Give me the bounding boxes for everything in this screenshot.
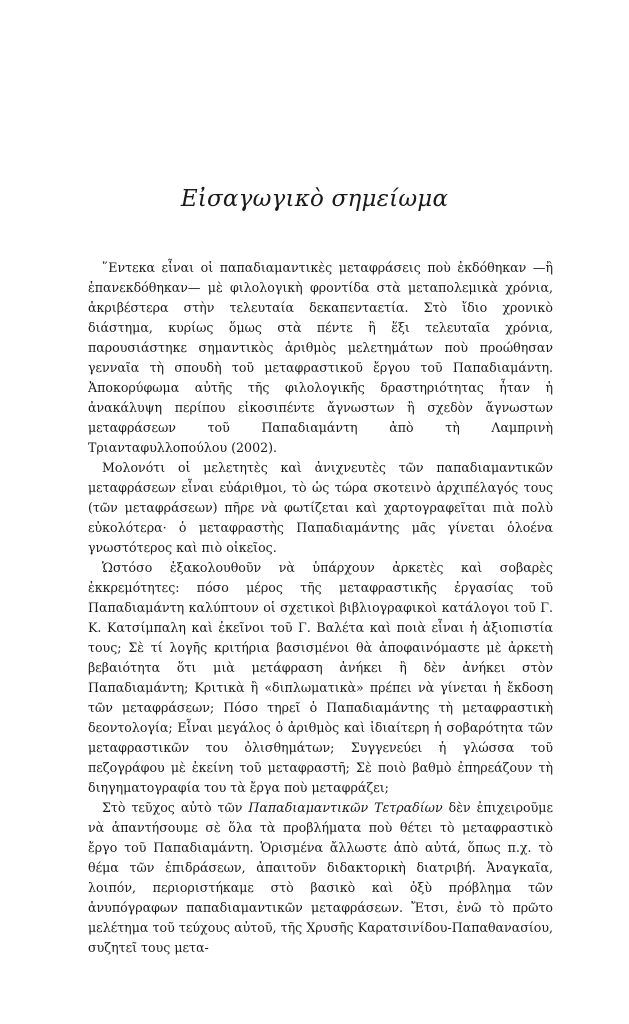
paragraph-4-start: Στὸ τεῦχος αὐτὸ τῶν <box>102 800 249 815</box>
paragraph-2: Μολονότι οἱ μελετητὲς καὶ ἀνιχνευτὲς τῶν παπαδιαμαντικῶν μεταφράσεων εἶναι εὐάριθμοι, τὸ ὡς τώρα σκοτεινὸ ἀρχιπέλαγός τους (τῶν μεταφράσεων) πῆρε νὰ φωτίζεται καὶ χαρτογραφεῖται πιὰ πολὺ εὐκολότερα· ὁ μεταφραστὴς Παπαδιαμάντης μᾶς γίνεται ὁλοένα γνωστότερος καὶ πιὸ οἰκεῖος. <box>88 460 553 555</box>
page-title: Εἰσαγωγικὸ σημείωμα <box>180 186 449 212</box>
paragraph-4-rest: δὲν ἐπιχειροῦμε νὰ ἀπαντήσουμε σὲ ὅλα τὰ προβλήματα ποὺ θέτει τὸ μεταφραστικὸ ἔργο τοῦ Παπαδιαμάντη. Ὁρισμένα ἄλλωστε ἀπὸ αὐτά, ὅπως π.χ. τὸ θέμα τῶν ἐπιδράσεων, ἀπαιτοῦν διδακτορικὴ διατριβή. Ἀναγκαῖα, λοιπόν, περιοριστήκαμε στὸ βασικὸ καὶ ὀξὺ πρόβλημα τῶν ἀνυπόγραφων παπαδιαμαντικῶν μεταφράσεων. Ἔτσι, ἐνῶ τὸ πρῶτο μελέτημα τοῦ τεύχους αὐτοῦ, τῆς Χρυσῆς Καρατσινίδου-Παπαθανασίου, συζητεῖ τους μετα- <box>88 800 554 955</box>
paragraph-1: ῞Εντεκα εἶναι οἱ παπαδιαμαντικὲς μεταφράσεις ποὺ ἐκδόθηκαν —ἢ ἐπανεκδόθηκαν— μὲ φιλολογικὴ φροντίδα στὰ μεταπολεμικὰ χρόνια, ἀκριβέστερα στὴν τελευταία δεκαπενταετία. Στὸ ἴδιο χρονικὸ διάστημα, κυρίως ὅμως στὰ πέντε ἢ ἕξι τελευταῖα χρόνια, παρουσιάστηκε σημαντικὸς ἀριθμὸς μελετημάτων ποὺ προώθησαν γενναῖα τὴ σπουδὴ τοῦ μεταφραστικοῦ ἔργου τοῦ Παπαδιαμάντη. Ἀποκορύφωμα αὐτῆς τῆς φιλολογικῆς δραστηριότητας ἦταν ἡ ἀνακάλυψη περίπου εἰκοσιπέντε ἄγνωστων ἢ σχεδὸν ἄγνωστων μεταφράσεων τοῦ Παπαδιαμάντη ἀπὸ τὴ Λαμπρινὴ Τριανταφυλλοπούλου (2002). <box>88 260 553 455</box>
paragraph-4 <box>88 798 553 958</box>
body-text <box>88 258 553 958</box>
paragraph-3: Ὡστόσο ἐξακολουθοῦν νὰ ὑπάρχουν ἀρκετὲς καὶ σοβαρὲς ἐκκρεμότητες: πόσο μέρος τῆς μεταφραστικῆς ἐργασίας τοῦ Παπαδιαμάντη καλύπτουν οἱ σχετικοὶ βιβλιογραφικοὶ κατάλογοι τοῦ Γ. Κ. Κατσίμπαλη καὶ ἐκεῖνοι τοῦ Γ. Βαλέτα καὶ ποιὰ εἶναι ἡ ἀξιοπιστία τους; Σὲ τί λογῆς κριτήρια βασισμένοι θὰ ἀποφαινόμαστε μὲ ἀρκετὴ βεβαιότητα ὅτι μιὰ μετάφραση ἀνήκει ἢ δὲν ἀνήκει στὸν Παπαδιαμάντη; Κριτικὰ ἢ «διπλωματικὰ» πρέπει νὰ γίνεται ἡ ἔκδοση τῶν μεταφράσεων; Πόσο τηρεῖ ὁ Παπαδιαμάντης τὴ μεταφραστικὴ δεοντολογία; Εἶναι μεγάλος ὁ ἀριθμὸς καὶ ἰδιαίτερη ἡ σοβαρότητα τῶν μεταφραστικῶν του ὀλισθημάτων; Συγγενεύει ἡ γλώσσα τοῦ πεζογράφου μὲ ἐκείνη τοῦ μεταφραστῆ; Σὲ ποιὸ βαθμὸ ἐπηρεάζουν τὴ διηγηματογραφία του τὰ ἔργα ποὺ μεταφράζει; <box>88 560 553 795</box>
journal-title-italic: Παπαδιαμαντικῶν Τετραδίων <box>248 800 443 815</box>
